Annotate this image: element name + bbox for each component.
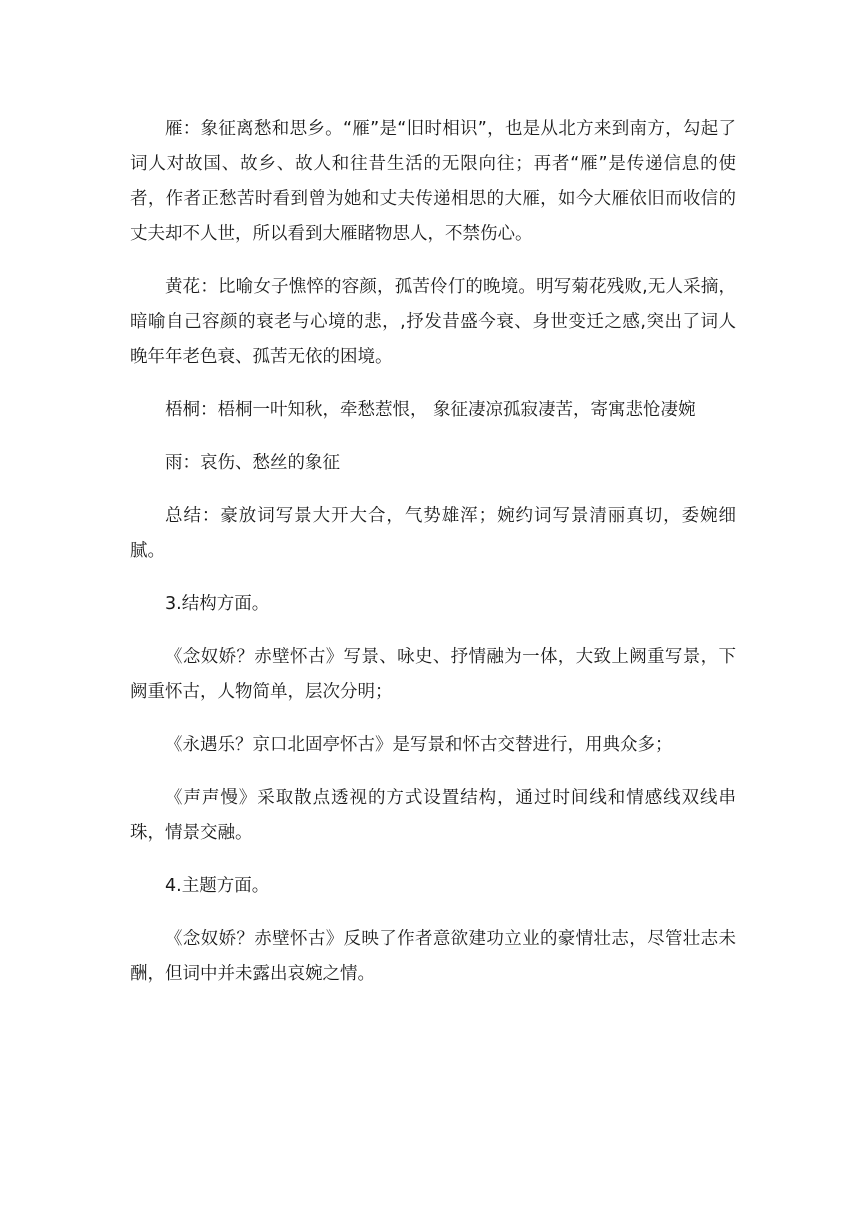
document-body	[130, 112, 736, 1010]
paragraph-wutong: 梧桐：梧桐一叶知秋，牵愁惹恨， 象征凄凉孤寂凄苦，寄寓悲怆凄婉	[165, 400, 696, 420]
paragraph-yu: 雨：哀伤、愁丝的象征	[165, 453, 340, 473]
paragraph-niannujiao-theme: 《念奴娇？赤壁怀古》反映了作者意欲建功立业的豪情壮志，尽管壮志未酬，但词中并未露出哀婉之情。	[130, 929, 736, 984]
paragraph-summary: 总结：豪放词写景大开大合，气势雄浑；婉约词写景清丽真切，委婉细腻。	[130, 506, 736, 561]
section-heading-theme: 4.主题方面。	[165, 876, 270, 896]
paragraph-niannujiao-structure: 《念奴娇？赤壁怀古》写景、咏史、抒情融为一体，大致上阙重写景，下阙重怀古，人物简单，层次分明；	[130, 647, 736, 702]
paragraph-shengshengman-structure: 《声声慢》采取散点透视的方式设置结构，通过时间线和情感线双线串珠，情景交融。	[130, 788, 736, 843]
paragraph-yongyule-structure: 《永遇乐？京口北固亭怀古》是写景和怀古交替进行，用典众多；	[165, 735, 673, 755]
paragraph-yan: 雁：象征离愁和思乡。“雁”是“旧时相识”，也是从北方来到南方，勾起了词人对故国、故乡、故人和往昔生活的无限向往；再者“雁”是传递信息的使者，作者正愁苦时看到曾为她和丈夫传递相思的大雁，如今大雁依旧而收信的丈夫却不人世，所以看到大雁睹物思人，不禁伤心。	[130, 119, 736, 244]
paragraph-huanghua: 黄花：比喻女子憔悴的容颜，孤苦伶仃的晚境。明写菊花残败,无人采摘，暗喻自己容颜的衰老与心境的悲，,抒发昔盛今衰、身世变迁之感,突出了词人晚年年老色衰、孤苦无依的困境。	[130, 277, 736, 367]
section-heading-structure: 3.结构方面。	[165, 594, 270, 614]
